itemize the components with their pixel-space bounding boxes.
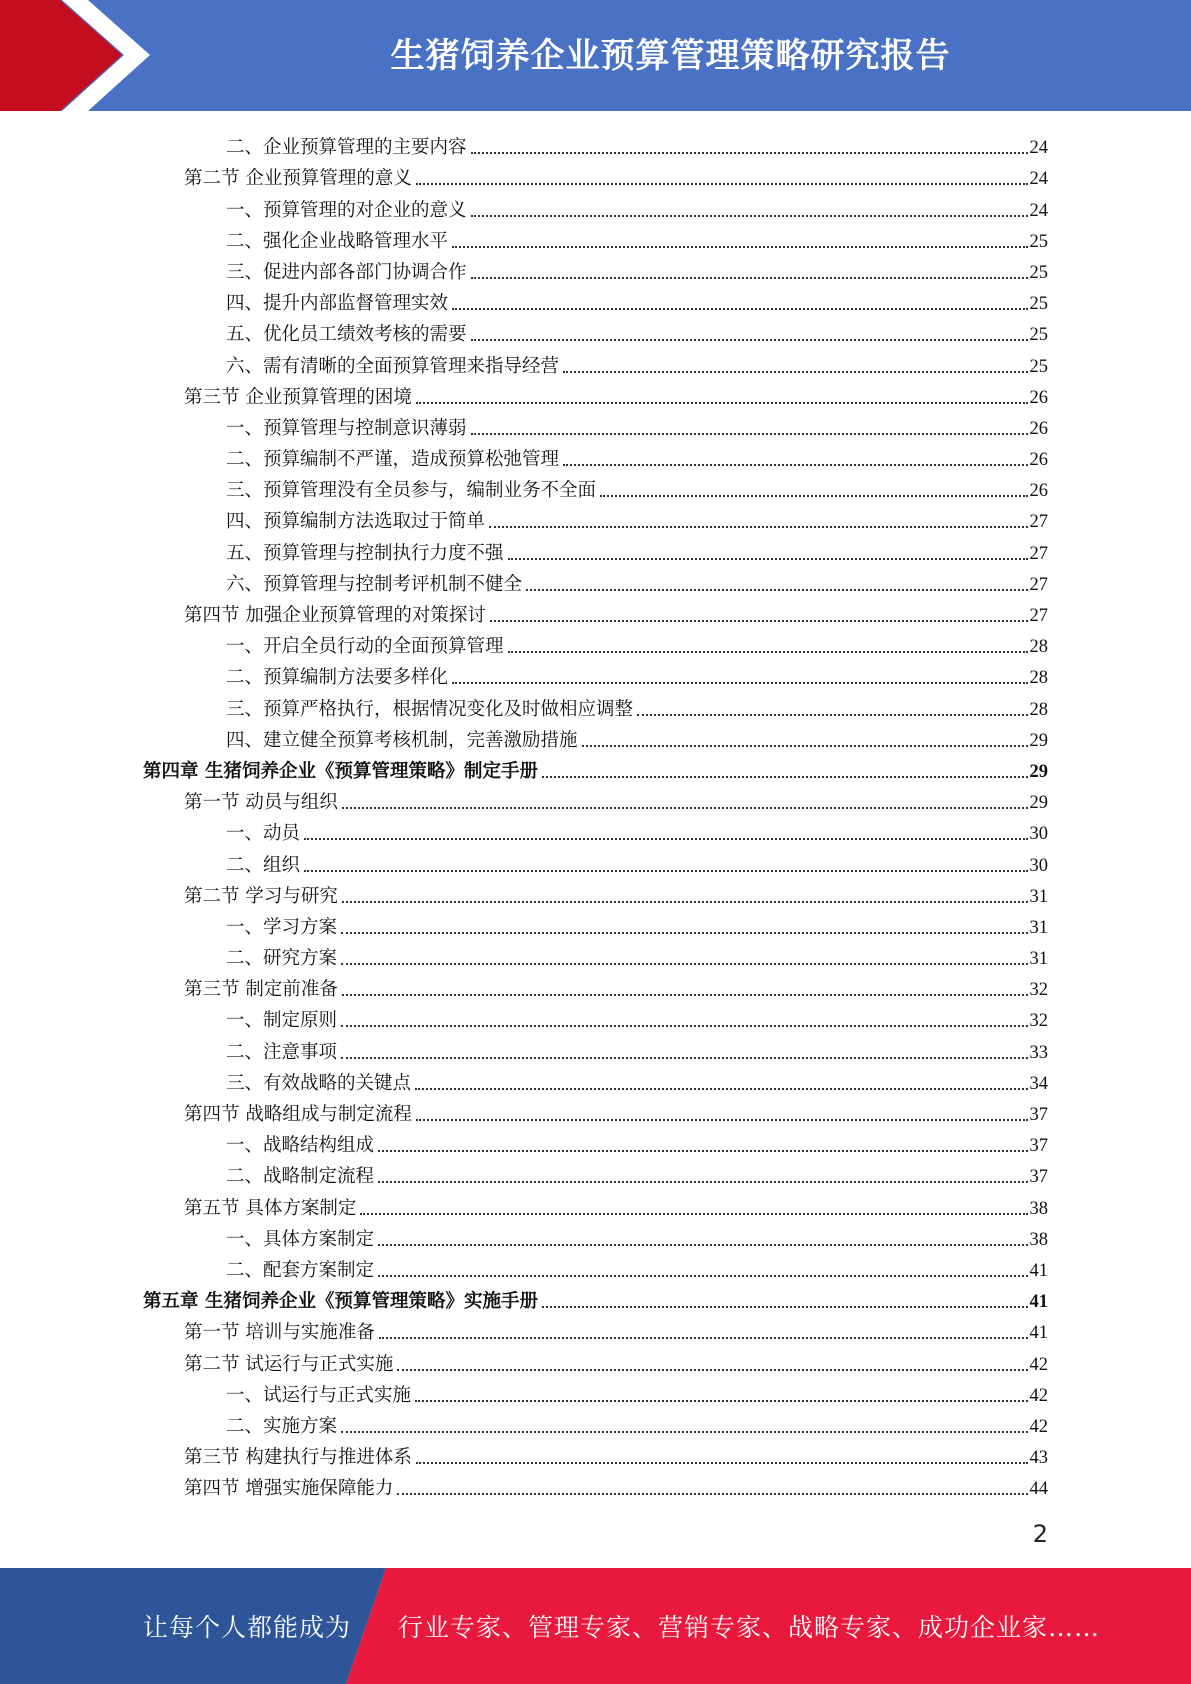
toc-entry[interactable] [143,1032,1048,1063]
dot-leader [471,152,1028,154]
toc-entry[interactable] [143,658,1048,689]
toc-entry-title: 第五节 具体方案制定 [184,1197,357,1219]
toc-entry-page: 29 [1029,730,1048,751]
dot-leader [582,745,1028,747]
toc-entry-page: 30 [1029,855,1048,876]
dot-leader [378,1150,1027,1152]
toc-entry-title: 三、有效战略的关键点 [226,1072,412,1094]
toc-entry-title: 第二节 学习与研究 [184,885,338,907]
dot-leader [415,1088,1027,1090]
toc-entry-title: 二、预算编制不严谨，造成预算松弛管理 [226,449,560,471]
toc-entry[interactable] [143,1064,1048,1095]
toc-entry-title: 第二节 试运行与正式实施 [184,1353,394,1375]
toc-entry[interactable] [143,565,1048,596]
toc-entry[interactable] [143,1001,1048,1032]
page-header [0,0,1191,111]
toc-entry[interactable] [143,128,1048,159]
toc-entry-title: 四、预算编制方法选取过于简单 [226,511,486,533]
toc-entry-page: 31 [1029,917,1048,938]
dot-leader [471,339,1028,341]
dot-leader [341,963,1027,965]
toc-entry-page: 25 [1029,231,1048,252]
dot-leader [304,870,1027,872]
toc-entry-title: 第四节 加强企业预算管理的对策探讨 [184,605,486,626]
dot-leader [342,901,1028,903]
toc-entry-title: 四、提升内部监督管理实效 [226,293,449,315]
toc-entry[interactable] [143,721,1048,752]
toc-entry-title: 第三节 制定前准备 [184,979,338,1001]
dot-leader [378,1275,1027,1277]
toc-entry-title: 一、开启全员行动的全面预算管理 [226,636,504,658]
dot-leader [563,464,1027,466]
toc-entry-title: 一、预算管理的对企业的意义 [226,199,467,221]
footer-slogan-left: 让每个人都能成为 [143,1613,352,1642]
toc-entry-page: 29 [1029,793,1048,814]
toc-entry[interactable] [143,533,1048,564]
toc-entry-page: 33 [1029,1042,1048,1063]
toc-entry-page: 30 [1029,824,1048,845]
toc-entry-title: 第一节 动员与组织 [184,792,338,814]
toc-entry-title: 第四节 增强实施保障能力 [184,1478,394,1500]
toc-entry[interactable] [143,939,1048,970]
toc-entry-page: 31 [1029,949,1048,970]
toc-entry[interactable] [143,471,1048,502]
toc-entry-page: 37 [1029,1105,1048,1125]
toc-entry[interactable] [143,1251,1048,1282]
toc-entry-title: 五、预算管理与控制执行力度不强 [226,542,504,564]
toc-entry[interactable] [143,378,1048,409]
toc-entry[interactable] [143,752,1048,783]
toc-entry-title: 二、实施方案 [226,1415,338,1437]
toc-entry[interactable] [143,627,1048,658]
toc-entry[interactable] [143,409,1048,440]
dot-leader [526,589,1027,591]
dot-leader [563,371,1027,373]
dot-leader [378,1181,1027,1183]
toc-entry-page: 37 [1029,1167,1048,1188]
toc-entry[interactable] [143,1220,1048,1251]
toc-entry[interactable] [143,1344,1048,1375]
dot-leader [452,308,1027,310]
dot-leader [508,651,1028,653]
toc-entry-title: 一、具体方案制定 [226,1228,375,1250]
dot-leader [341,932,1027,934]
dot-leader [542,776,1028,778]
toc-entry[interactable] [143,877,1048,908]
toc-entry-page: 26 [1029,418,1048,439]
dot-leader [637,714,1027,716]
toc-entry-page: 41 [1029,1323,1048,1344]
toc-entry-title: 一、学习方案 [226,916,338,938]
toc-entry[interactable] [143,1438,1048,1469]
toc-entry-title: 二、预算编制方法要多样化 [226,667,449,689]
toc-entry-title: 一、战略结构组成 [226,1135,375,1157]
dot-leader [416,1462,1028,1464]
toc-entry-page: 38 [1029,1229,1048,1250]
dot-leader [415,1400,1027,1402]
toc-entry-page: 29 [1029,761,1048,782]
toc-entry[interactable] [143,970,1048,1001]
toc-entry[interactable] [143,814,1048,845]
toc-entry[interactable] [143,596,1048,627]
toc-entry-page: 42 [1029,1416,1048,1437]
toc-entry-title: 六、预算管理与控制考评机制不健全 [226,573,523,595]
dot-leader [360,1213,1027,1215]
toc-entry-page: 42 [1029,1354,1048,1375]
toc-entry[interactable] [143,1188,1048,1219]
toc-entry-page: 32 [1029,1011,1048,1032]
toc-entry-page: 27 [1029,574,1048,595]
toc-entry-page: 27 [1029,606,1048,626]
toc-entry[interactable] [143,908,1048,939]
dot-leader [452,682,1027,684]
toc-entry-page: 25 [1029,356,1048,377]
toc-entry[interactable] [143,1157,1048,1188]
dot-leader [508,558,1028,560]
toc-entry[interactable] [143,783,1048,814]
toc-entry-title: 第二节 企业预算管理的意义 [184,168,412,190]
dot-leader [471,433,1028,435]
toc-entry[interactable] [143,1376,1048,1407]
toc-entry-page: 28 [1029,699,1048,720]
toc-entry-page: 25 [1029,325,1048,346]
toc-entry-title: 六、需有清晰的全面预算管理来指导经营 [226,355,560,377]
dot-leader [416,1119,1028,1121]
toc-entry-page: 37 [1029,1136,1048,1157]
dot-leader [600,495,1027,497]
toc-entry[interactable] [143,253,1048,284]
toc-entry-page: 32 [1029,980,1048,1001]
toc-entry-title: 第五章 生猪饲养企业《预算管理策略》实施手册 [143,1291,538,1313]
toc-entry-title: 三、预算管理没有全员参与，编制业务不全面 [226,480,597,502]
toc-entry-page: 24 [1029,169,1048,190]
toc-entry-page: 28 [1029,637,1048,658]
dot-leader [379,1337,1028,1339]
toc-entry[interactable] [143,315,1048,346]
toc-entry-title: 三、促进内部各部门协调合作 [226,261,467,283]
dot-leader [304,838,1027,840]
toc-entry[interactable] [143,440,1048,471]
toc-entry-title: 二、强化企业战略管理水平 [226,230,449,252]
dot-leader [416,402,1028,404]
toc-entry-page: 41 [1029,1260,1048,1281]
toc-entry[interactable] [143,845,1048,876]
toc-entry[interactable] [143,1126,1048,1157]
toc-entry[interactable] [143,502,1048,533]
dot-leader [378,1244,1027,1246]
toc-entry-page: 25 [1029,294,1048,315]
toc-entry[interactable] [143,222,1048,253]
toc-entry-title: 一、制定原则 [226,1010,338,1032]
dot-leader [542,1306,1028,1308]
toc-entry-title: 第三节 构建执行与推进体系 [184,1447,412,1469]
dot-leader [452,246,1027,248]
dot-leader [341,1025,1027,1027]
page-number: 2 [1032,1520,1048,1548]
dot-leader [341,1057,1027,1059]
dot-leader [416,183,1028,185]
dot-leader [342,807,1028,809]
toc-entry-title: 第一节 培训与实施准备 [184,1322,375,1344]
dot-leader [342,994,1028,996]
toc-entry-title: 一、试运行与正式实施 [226,1384,412,1406]
toc-entry-page: 41 [1029,1292,1048,1313]
toc-entry-page: 38 [1029,1198,1048,1219]
toc-entry-page: 26 [1029,481,1048,502]
dot-leader [397,1493,1027,1495]
dot-leader [490,620,1028,622]
toc-entry-title: 二、组织 [226,854,301,876]
page-footer [0,1568,1191,1684]
toc-entry[interactable] [143,190,1048,221]
toc-entry[interactable] [143,1282,1048,1313]
toc-entry-page: 24 [1029,138,1048,159]
toc-entry-page: 42 [1029,1385,1048,1406]
toc-entry-page: 43 [1029,1448,1048,1469]
footer-slogan-right: 行业专家、管理专家、营销专家、战略专家、成功企业家…… [398,1613,1101,1642]
dot-leader [471,215,1028,217]
toc-entry[interactable] [143,346,1048,377]
dot-leader [471,277,1028,279]
toc-entry-page: 31 [1029,886,1048,907]
toc-entry-page: 26 [1029,450,1048,471]
toc-entry-page: 25 [1029,262,1048,283]
toc-entry-title: 二、配套方案制定 [226,1259,375,1281]
toc-entry-page: 44 [1029,1479,1048,1500]
toc-entry-title: 第三节 企业预算管理的困境 [184,386,412,408]
dot-leader [341,1431,1027,1433]
toc-entry[interactable] [143,1095,1048,1126]
toc-entry-title: 五、优化员工绩效考核的需要 [226,324,467,346]
toc-entry-title: 三、预算严格执行，根据情况变化及时做相应调整 [226,698,634,720]
toc-entry[interactable] [143,284,1048,315]
toc-entry-title: 第四节 战略组成与制定流程 [184,1104,412,1125]
toc-entry-page: 26 [1029,387,1048,408]
document-title: 生猪饲养企业预算管理策略研究报告 [390,35,951,76]
toc-entry-title: 一、预算管理与控制意识薄弱 [226,417,467,439]
toc-entry-title: 一、动员 [226,823,301,845]
toc-entry[interactable] [143,159,1048,190]
toc-entry-title: 二、研究方案 [226,948,338,970]
toc-entry-page: 28 [1029,668,1048,689]
toc-entry-page: 27 [1029,543,1048,564]
toc-entry-title: 二、战略制定流程 [226,1166,375,1188]
toc-entry[interactable] [143,1469,1048,1500]
toc-entry[interactable] [143,1313,1048,1344]
toc-entry[interactable] [143,1407,1048,1438]
toc-entry-page: 24 [1029,200,1048,221]
toc-entry-title: 二、注意事项 [226,1041,338,1063]
toc-entry[interactable] [143,689,1048,720]
table-of-contents [143,128,1048,1500]
toc-entry-title: 二、企业预算管理的主要内容 [226,137,467,159]
toc-entry-page: 27 [1029,512,1048,533]
toc-entry-title: 四、建立健全预算考核机制，完善激励措施 [226,729,578,751]
toc-entry-title: 第四章 生猪饲养企业《预算管理策略》制定手册 [143,760,538,782]
dot-leader [489,526,1027,528]
toc-entry-page: 34 [1029,1073,1048,1094]
dot-leader [397,1369,1027,1371]
